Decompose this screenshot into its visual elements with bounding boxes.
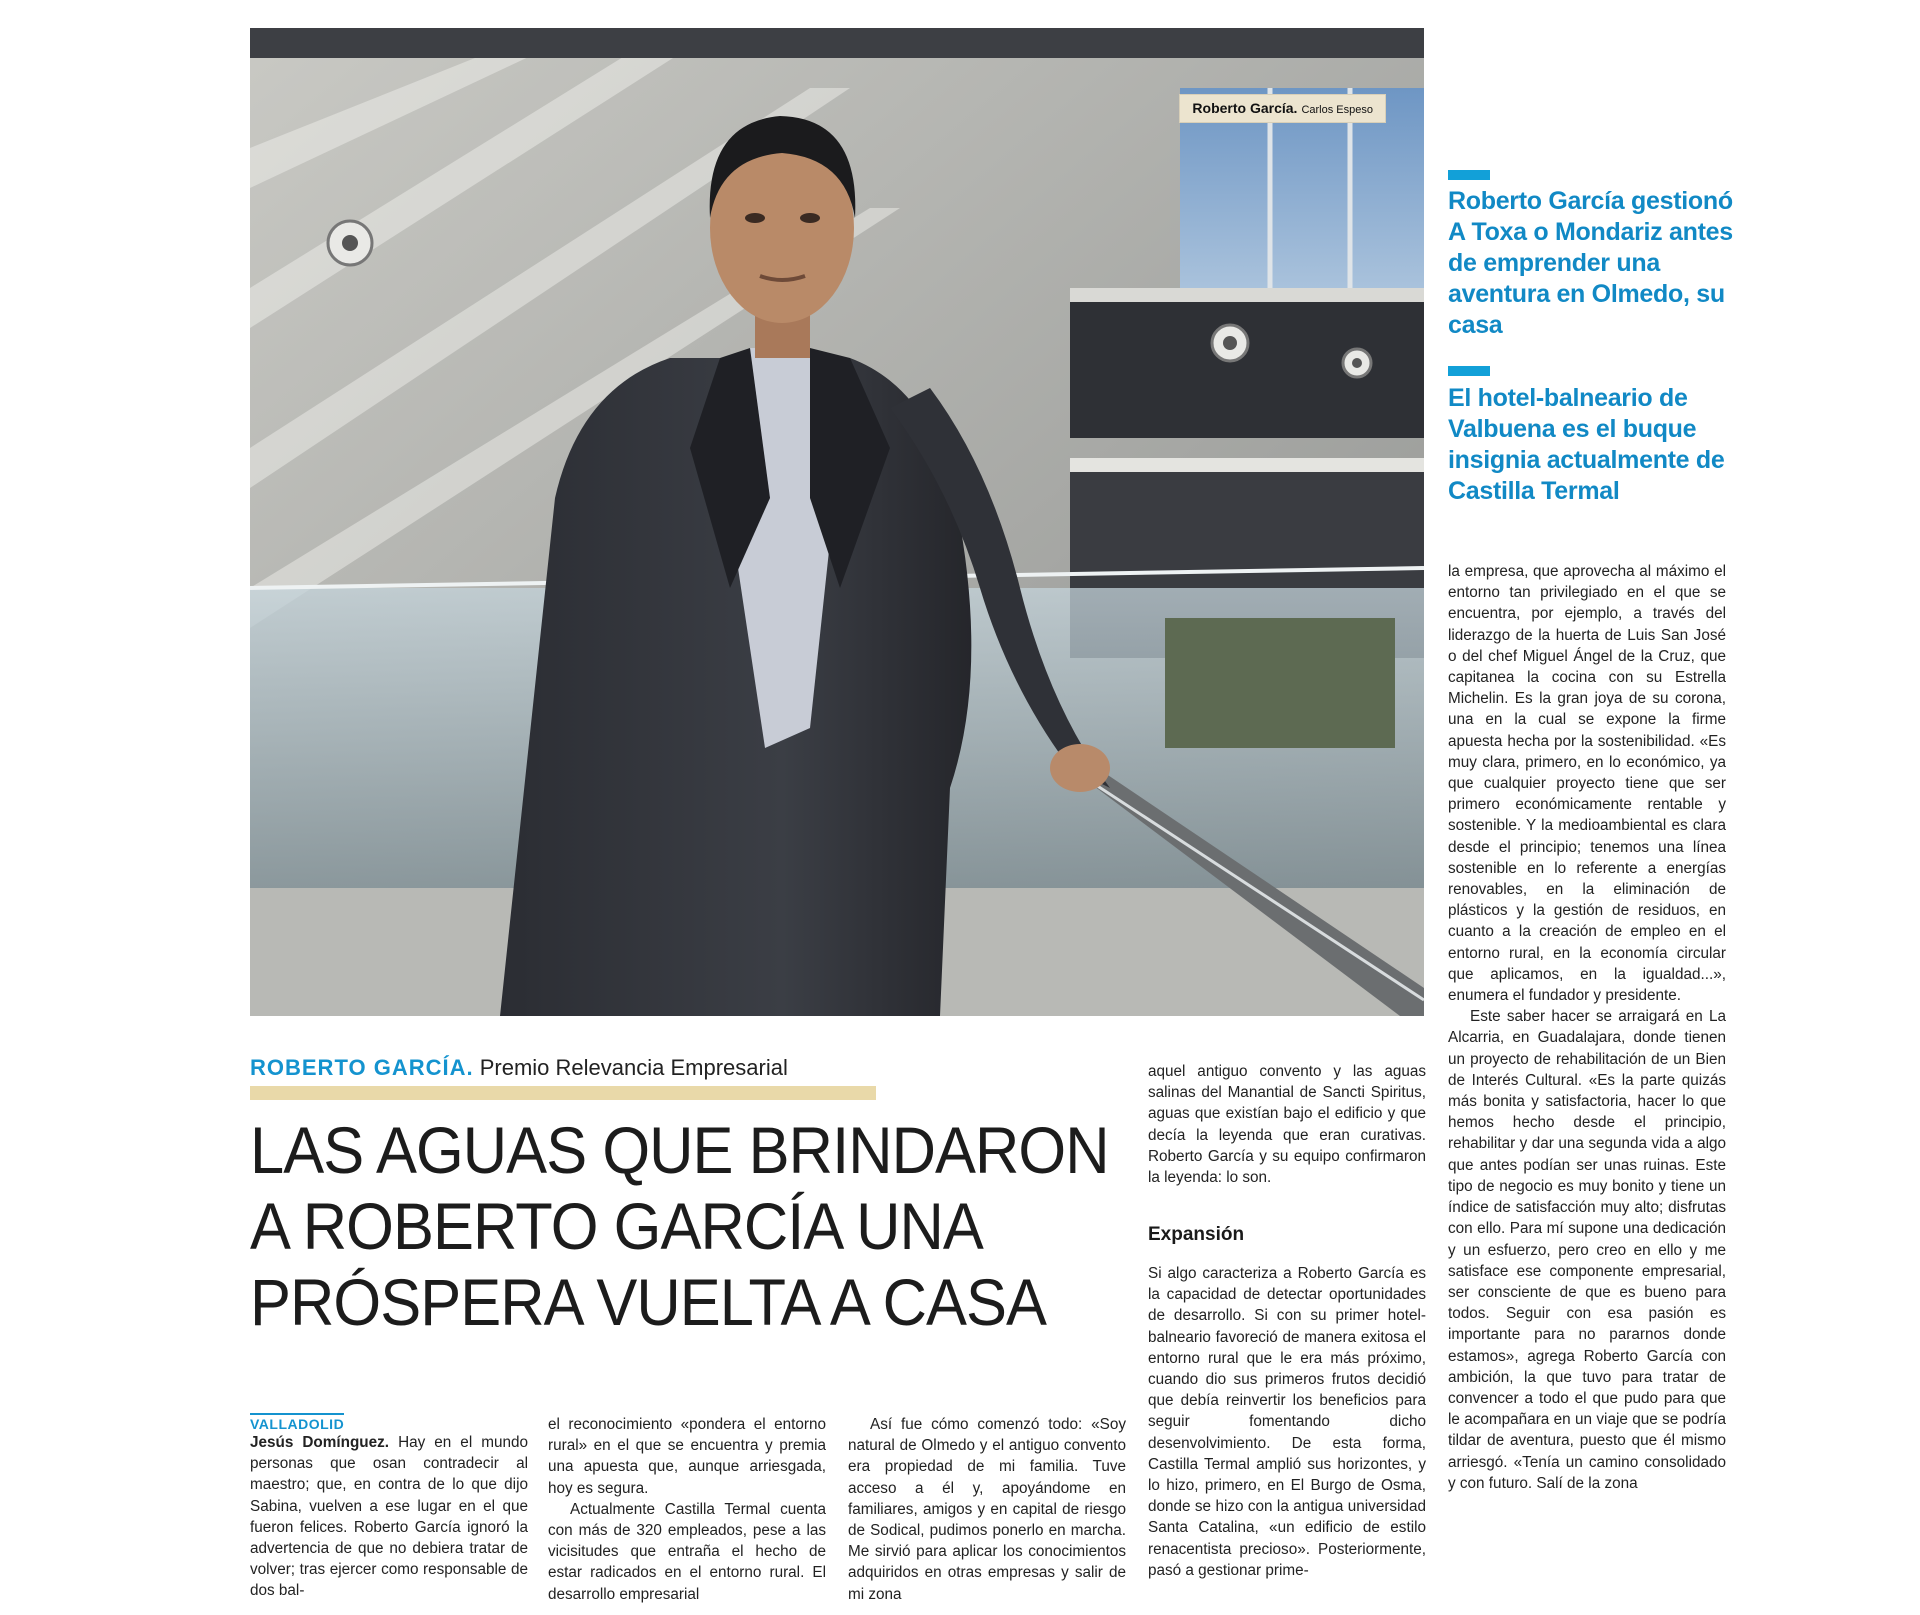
byline: Jesús Domínguez. — [250, 1434, 390, 1451]
caption-credit: Carlos Espeso — [1301, 104, 1373, 116]
highlight-1: Roberto García gestionó A Toxa o Mondariz antes de emprender una aventura en Olmedo, su casa — [1448, 187, 1733, 339]
column-2-paragraph-1: el reconocimiento «pondera el entorno rural» en el que se encuentra y premia una apuesta que, aunque arriesgada, hoy es segura. — [548, 1416, 826, 1497]
column-2-paragraph-2: Actualmente Castilla Termal cuenta con más de 320 empleados, pese a las vicisitudes que entraña el hecho de estar radicados en el entorno rural. El desarrollo empresarial — [548, 1500, 826, 1603]
photo-caption — [1179, 94, 1386, 123]
column-4-top — [1148, 1061, 1426, 1188]
article-photo — [250, 28, 1424, 1016]
column-5-paragraph-2: Este saber hacer se arraigará en La Alcarria, en Guadalajara, donde tienen un proyecto de rehabilitación de un Bien de Interés Cultural. «Es la parte quizás más bonita y satisfactoria, hacer lo que hemos hecho desde el principio, rehabilitar y dar una segunda vida a algo que antes podían ser unas ruinas. Este tipo de negocio es muy bonito y tiene un índice de satisfacción muy alto; disfrutas con ello. Para mí supone una dedicación y un esfuerzo, pero creo en ello y me satisface ese componente empresarial, ser consciente de que es bueno para todos. Seguir con esa pasión es importante para no pararnos donde estamos», agrega Roberto García con ambición, la que tuvo para tratar de convencer a todo el que pudo para que le acompañara en un viaje que se podría tildar de aventura, puesto que él mismo arriesgó. «Tenía un camino consolidado y con futuro. Salí de la zona — [1448, 1008, 1726, 1492]
column-3 — [848, 1414, 1126, 1605]
subheading: Expansión — [1148, 1224, 1245, 1245]
highlight-bar — [1448, 366, 1490, 376]
column-3-text: Así fue cómo comenzó todo: «Soy natural de Olmedo y el antiguo convento era propiedad de mi familia. Tuve acceso a él y, apoyándome en familiares, amigos y en capital de riesgo de Sodical, pudimos ponerlo en marcha. Me sirvió para aplicar los conocimientos adquiridos en otras empresas y salir de mi zona — [848, 1416, 1126, 1603]
column-1-text: Hay en el mundo personas que osan contradecir al maestro; que, en contra de lo que dijo Sabina, vuelven a ese lugar en el que fueron felices. Roberto García ignoró la advertencia de que no debiera tratar de volver; tras ejercer como responsable de dos bal- — [250, 1434, 528, 1600]
headline — [250, 1112, 1110, 1340]
highlight-bar — [1448, 170, 1490, 180]
headline-line-2: A ROBERTO GARCÍA UNA — [250, 1189, 983, 1263]
kicker-award: Premio Relevancia Empresarial — [479, 1055, 788, 1080]
column-4-bottom — [1148, 1263, 1426, 1581]
dateline: VALLADOLID — [250, 1413, 344, 1432]
column-2 — [548, 1414, 826, 1605]
kicker — [250, 1053, 876, 1083]
headline-line-1: LAS AGUAS QUE BRINDARON — [250, 1113, 1109, 1187]
photo-illustration — [250, 28, 1424, 1016]
column-5-paragraph-1: la empresa, que aprovecha al máximo el entorno tan privilegiado en el que se encuentra, por ejemplo, a través del liderazgo de la huerta de Luis San José o del chef Miguel Ángel de la Cruz, que capitanea la cocina con su Estrella Michelin. Es la gran joya de su corona, una en la cual se expone la firme apuesta hecha por la sostenibilidad. «Es muy clara, primero, en lo económico, ya que cualquier proyecto tiene que ser primero económicamente rentable y sostenible. Y la medioambiental es clara desde el principio; tenemos una línea sostenible en lo referente a energías renovables, en la eliminación de plásticos y la gestión de residuos, en cuanto a la creación de empleo en el entorno rural, en la economía circular que aplicamos, en la igualdad...», enumera el fundador y presidente. — [1448, 563, 1726, 1005]
column-5 — [1448, 561, 1726, 1494]
headline-line-3: PRÓSPERA VUELTA A CASA — [250, 1265, 1047, 1339]
column-1 — [250, 1432, 528, 1602]
caption-name: Roberto García. — [1192, 100, 1298, 116]
column-4-bottom-text: Si algo caracteriza a Roberto García es la capacidad de detectar oportunidades de desarrollo. Si con su primer hotel-balneario favoreció de manera exitosa el entorno rural que le era más próximo, cuando dio sus primeros frutos decidió que debía reinvertir los beneficios para seguir fomentando dicho desenvolvimiento. De esta forma, Castilla Termal amplió sus horizontes, y lo hizo, primero, en El Burgo de Osma, donde se hizo con la antigua universidad Santa Catalina, «un edificio de estilo renacentista precioso». Posteriormente, pasó a gestionar prime- — [1148, 1265, 1426, 1579]
column-4-text: aquel antiguo convento y las aguas salinas del Manantial de Sancti Spiritus, aguas que existían bajo el edificio y que decía la leyenda que eran curativas. Roberto García y su equipo confirmaron la leyenda: lo son. — [1148, 1063, 1426, 1187]
kicker-underline — [250, 1086, 876, 1100]
kicker-name: ROBERTO GARCÍA. — [250, 1055, 474, 1080]
highlight-2: El hotel-balneario de Valbuena es el buque insignia actualmente de Castilla Termal — [1448, 384, 1725, 505]
